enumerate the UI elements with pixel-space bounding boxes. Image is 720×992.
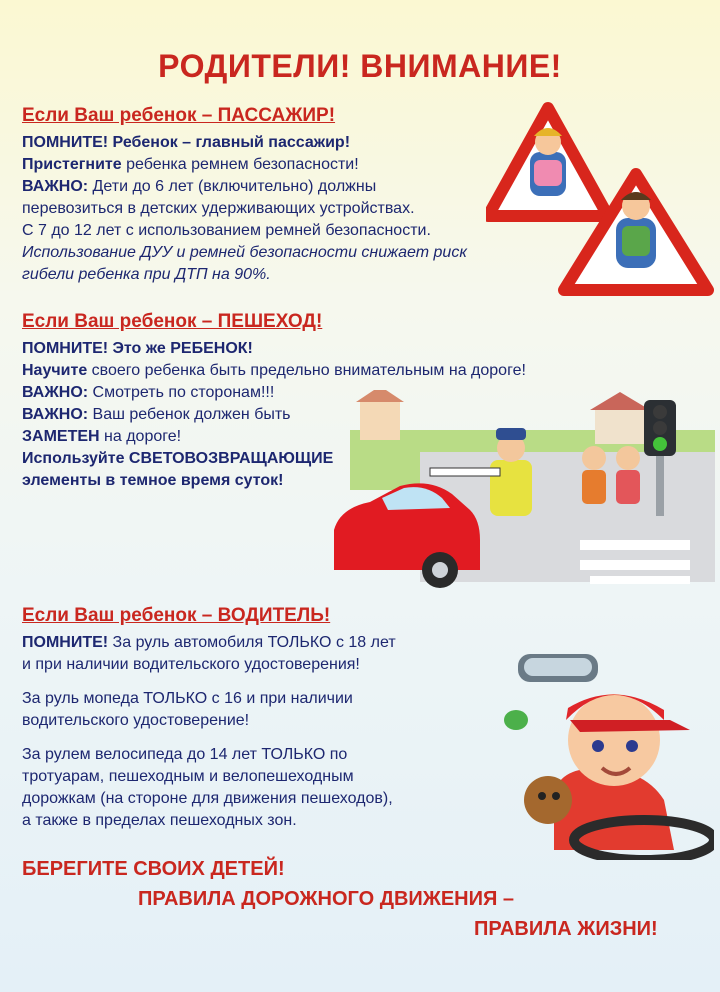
- pedestrian-noticed: ЗАМЕТЕН на дороге!: [22, 428, 182, 445]
- driver-line2: и при наличии водительского удостоверения!: [22, 656, 360, 673]
- pedestrian-reflect1: Используйте СВЕТОВОЗВРАЩАЮЩИЕ: [22, 450, 334, 467]
- driver-moped1: За руль мопеда ТОЛЬКО с 16 и при наличии: [22, 690, 353, 707]
- pedestrian-important1: ВАЖНО: Смотреть по сторонам!!!: [22, 384, 275, 401]
- driver-remember: ПОМНИТЕ! За руль автомобиля ТОЛЬКО с 18 лет: [22, 634, 396, 651]
- driver-bike4: а также в пределах пешеходных зон.: [22, 812, 297, 829]
- passenger-italic1: Использование ДУУ и ремней безопасности снижает риск: [22, 244, 467, 261]
- driver-heading: Если Ваш ребенок – ВОДИТЕЛЬ!: [22, 605, 331, 626]
- passenger-section: [22, 104, 467, 286]
- footer-line3: ПРАВИЛА ЖИЗНИ!: [474, 918, 658, 940]
- pedestrian-important2: ВАЖНО: Ваш ребенок должен быть: [22, 406, 291, 423]
- street-scene-illustration: [330, 390, 715, 590]
- passenger-important: ВАЖНО: Дети до 6 лет (включительно) должны: [22, 178, 377, 195]
- footer-line2: ПРАВИЛА ДОРОЖНОГО ДВИЖЕНИЯ –: [138, 888, 515, 910]
- page-title: РОДИТЕЛИ! ВНИМАНИЕ!: [158, 48, 562, 84]
- driver-moped2: водительского удостоверение!: [22, 712, 250, 729]
- pedestrian-reflect2: элементы в темное время суток!: [22, 472, 284, 489]
- passenger-line2: перевозиться в детских удерживающих устройствах.: [22, 200, 415, 217]
- driver-bike1: За рулем велосипеда до 14 лет ТОЛЬКО по: [22, 746, 348, 763]
- passenger-heading: Если Ваш ребенок – ПАССАЖИР!: [22, 105, 336, 126]
- child-driver-illustration: [494, 650, 714, 860]
- driver-section: [22, 604, 396, 832]
- passenger-line3: С 7 до 12 лет с использованием ремней безопасности.: [22, 222, 431, 239]
- driver-bike3: дорожкам (на стороне для движения пешеходов),: [22, 790, 393, 807]
- passenger-italic2: гибели ребенка при ДТП на 90%.: [22, 266, 271, 283]
- passenger-remember: ПОМНИТЕ! Ребенок – главный пассажир!: [22, 134, 351, 151]
- pedestrian-remember: ПОМНИТЕ! Это же РЕБЕНОК!: [22, 340, 253, 357]
- warning-triangle-child-seat-icon: [486, 100, 716, 300]
- footer-line1: БЕРЕГИТЕ СВОИХ ДЕТЕЙ!: [22, 858, 285, 880]
- pedestrian-teach: Научите своего ребенка быть предельно внимательным на дороге!: [22, 362, 526, 379]
- pedestrian-heading: Если Ваш ребенок – ПЕШЕХОД!: [22, 311, 323, 332]
- driver-bike2: тротуарам, пешеходным и велопешеходным: [22, 768, 354, 785]
- passenger-fasten: Пристегните ребенка ремнем безопасности!: [22, 156, 359, 173]
